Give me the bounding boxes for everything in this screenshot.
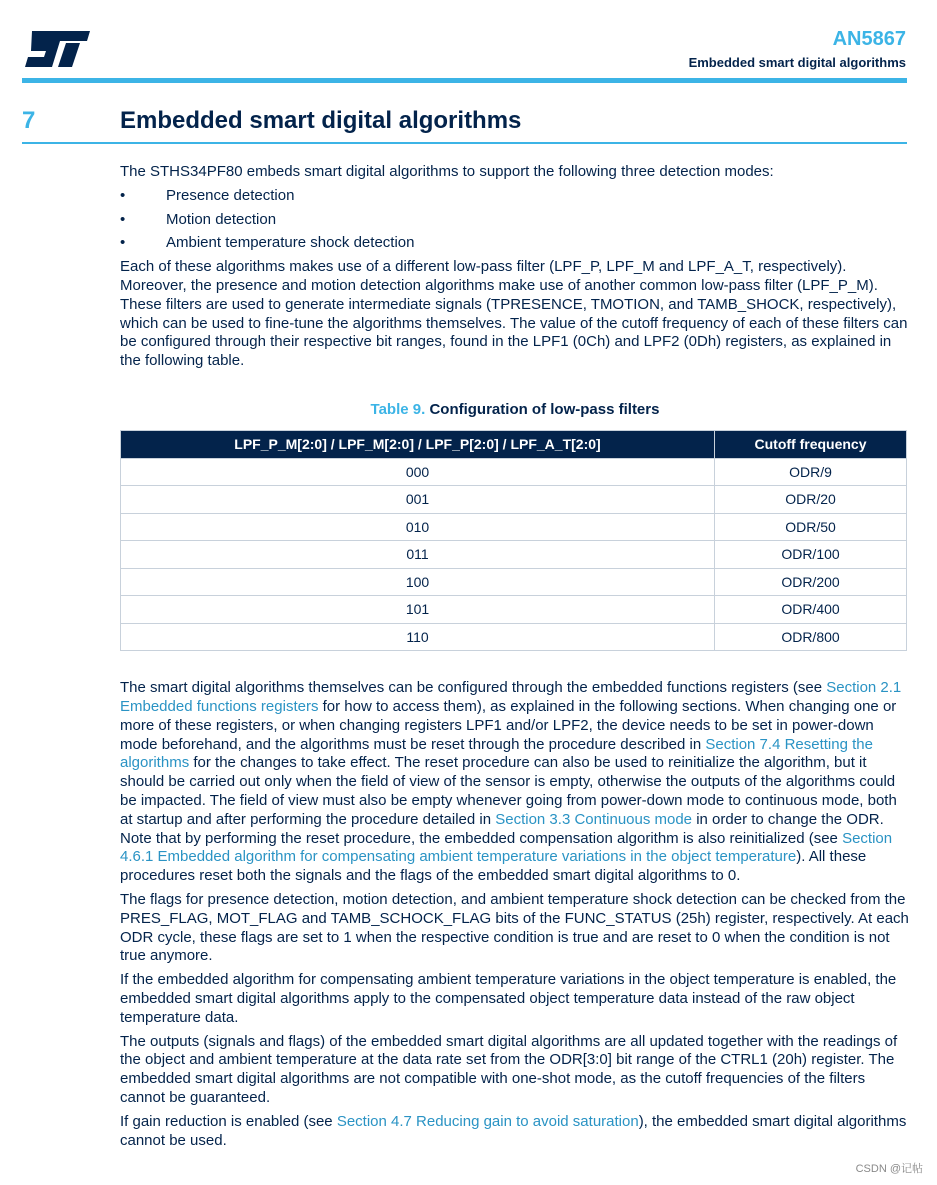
link-section-4-6-1[interactable]: Section 4.6.1 Embedded algorithm for compensating ambient temperature variations in the object temperature (120, 829, 893, 866)
detection-modes-list (120, 187, 910, 253)
config-paragraph: The smart digital algorithms themselves can be configured through the embedded functions registers (see Section 2.1 Embedded functions registers for how to access them), as explained in the following sections. When changing one or more of these registers, or when changing registers LPF1 and/or LPF2, the device needs to be set in power-down mode beforehand, and the algorithms must be reset through the procedure described in Section 7.4 Resetting the algorithms for the changes to take effect. The reset procedure can also be used to reinitialize the algorithm, but it should be carried out only when the field of view of the sensor is empty, otherwise the outputs of the algorithms could be impacted. The field of view must also be empty whenever going from power-down mode to continuous mode, both at startup and after performing the procedure detailed in Section 3.3 Continuous mode in order to change the ODR. Note that by performing the reset procedure, the embedded compensation algorithm is also reinitialized (see Section 4.6.1 Embedded algorithm for compensating ambient temperature variations in the object temperature). All these procedures reset both the signals and the flags of the embedded smart digital algorithms to 0. (120, 679, 902, 885)
table-row: 001 ODR/20 (121, 486, 907, 514)
table-row: 000 ODR/9 (121, 458, 907, 486)
section-number: 7 (22, 107, 36, 134)
column-header-cutoff: Cutoff frequency (715, 430, 907, 458)
st-logo-icon (22, 29, 92, 69)
list-item: • Presence detection (120, 186, 295, 204)
intro-paragraph: Each of these algorithms makes use of a different low-pass filter (LPF_P, LPF_M and LPF_A_T, respectively). Moreover, the presence and motion detection algorithms make use of another common low-pass filter (LPF_P_M). These filters are used to generate intermediate signals (TPRESENCE, TMOTION, and TAMB_SHOCK, respectively), which can be used to fine-tune the algorithms themselves. The value of the cutoff frequency of each of these filters can be configured through their respective bit ranges, found in the LPF1 (0Ch) and LPF2 (0Dh) registers, as explained in the following table. (120, 258, 908, 370)
section-body (120, 163, 910, 1155)
table-title: Configuration of low-pass filters (429, 400, 660, 418)
bullet-icon: • (120, 234, 126, 252)
section-divider (22, 142, 907, 144)
watermark: CSDN @记帖 (855, 1163, 923, 1175)
flags-paragraph: The flags for presence detection, motion detection, and ambient temperature shock detection can be checked from the PRES_FLAG, MOT_FLAG and TAMB_SCHOCK_FLAG bits of the FUNC_STATUS (25h) register, respectively. At each ODR cycle, these flags are set to 1 when the respective condition is true and are reset to 0 when the condition is not true anymore. (120, 891, 909, 965)
outputs-paragraph: The outputs (signals and flags) of the embedded smart digital algorithms are all updated together with the readings of the object and ambient temperature at the data rate set from the ODR[3:0] bit range of the CTRL1 (20h) register. The embedded smart digital algorithms are not compatible with one-shot mode, as the cutoff frequencies of the filters cannot be guaranteed. (120, 1032, 898, 1106)
document-subtitle: Embedded smart digital algorithms (688, 55, 906, 70)
column-header-bits: LPF_P_M[2:0] / LPF_M[2:0] / LPF_P[2:0] / LPF_A_T[2:0] (121, 430, 715, 458)
link-section-4-7[interactable]: Section 4.7 Reducing gain to avoid saturation (336, 1112, 639, 1130)
bullet-icon: • (120, 186, 126, 204)
lpf-config-table (120, 430, 907, 652)
document-header (689, 28, 906, 70)
table-row: 010 ODR/50 (121, 513, 907, 541)
intro-lead: The STHS34PF80 embeds smart digital algorithms to support the following three detection modes: (120, 163, 774, 180)
list-item: • Motion detection (120, 210, 277, 228)
table-header-row (121, 430, 907, 458)
link-section-2-1[interactable]: Section 2.1 Embedded functions registers (120, 679, 902, 716)
table-row: 100 ODR/200 (121, 568, 907, 596)
table-number: Table 9. (370, 400, 426, 418)
table-row: 101 ODR/400 (121, 596, 907, 624)
bullet-icon: • (120, 210, 126, 228)
table-row: 110 ODR/800 (121, 623, 907, 651)
table-caption (120, 401, 910, 420)
gain-paragraph: If gain reduction is enabled (see Section 4.7 Reducing gain to avoid saturation), the embedded smart digital algorithms cannot be used. (120, 1112, 907, 1149)
link-section-7-4[interactable]: Section 7.4 Resetting the algorithms (120, 735, 873, 772)
section-title: Embedded smart digital algorithms (120, 107, 522, 134)
header-divider (22, 78, 907, 83)
table-row: 011 ODR/100 (121, 541, 907, 569)
list-item: • Ambient temperature shock detection (120, 234, 415, 252)
document-id: AN5867 (832, 28, 906, 50)
link-section-3-3[interactable]: Section 3.3 Continuous mode (495, 810, 693, 828)
compensation-paragraph: If the embedded algorithm for compensating ambient temperature variations in the object temperature is enabled, the embedded smart digital algorithms apply to the compensated object temperature data instead of the raw object temperature data. (120, 971, 897, 1026)
